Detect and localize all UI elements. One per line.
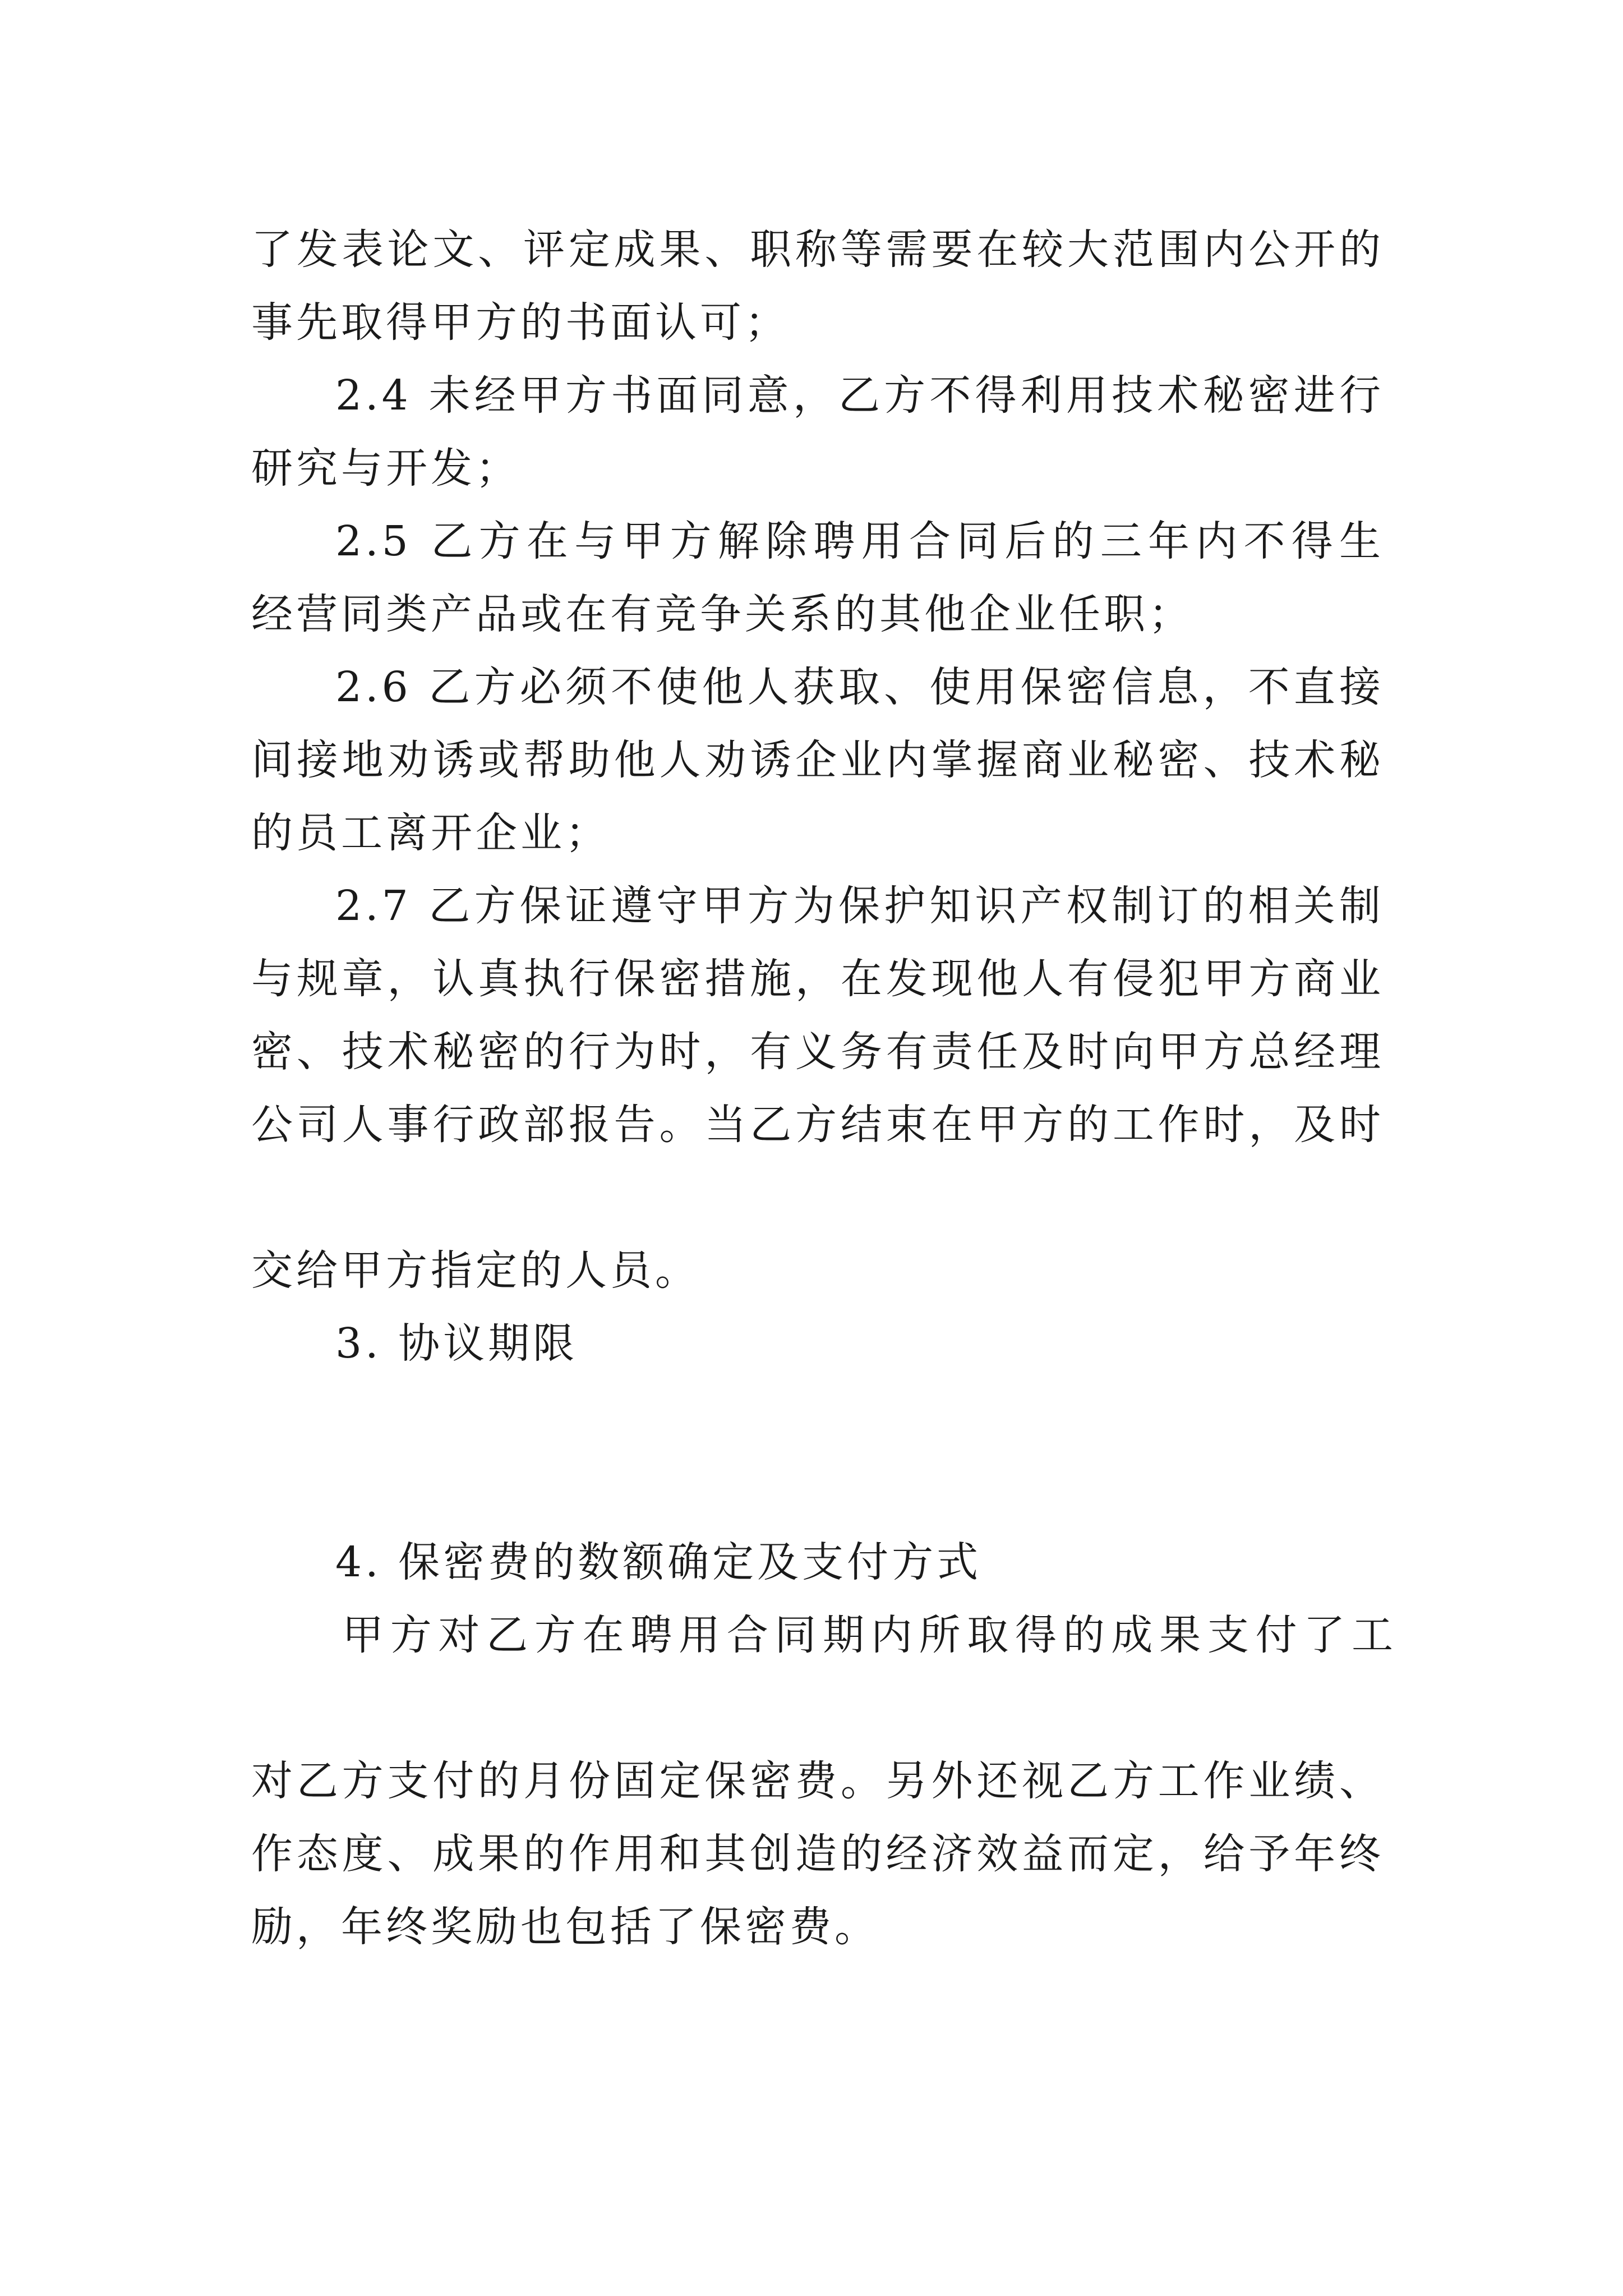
clause-2-4-line: 2.4 未经甲方书面同意，乙方不得利用技术秘密进行: [335, 371, 1384, 420]
body-line: 与规章，认真执行保密措施，在发现他人有侵犯甲方商业: [251, 955, 1384, 1003]
body-line-with-gap: [251, 1167, 1384, 1228]
term-line-contract: [335, 1386, 1384, 1447]
body-line: 公司人事行政部报告。当乙方结束在甲方的工作时，及时: [251, 1101, 1384, 1149]
fee-amount-line: [251, 1677, 1384, 1739]
body-line: 了发表论文、评定成果、职称等需要在较大范围内公开的: [251, 226, 1384, 274]
body-line: 的员工离开企业；: [251, 809, 610, 857]
body-line: 交给甲方指定的人员。: [251, 1246, 700, 1295]
fee-line: 作态度、成果的作用和其创造的经济效益而定，给予年终: [251, 1830, 1384, 1878]
fee-line: 励，年终奖励也包括了保密费。: [251, 1903, 879, 1951]
body-line: 间接地劝诱或帮助他人劝诱企业内掌握商业秘密、技术秘: [251, 736, 1384, 784]
body-line: 研究与开发；: [251, 444, 520, 493]
section-4-heading: 4. 保密费的数额确定及支付方式: [335, 1538, 982, 1586]
section-3-heading: 3. 协议期限: [335, 1319, 578, 1368]
body-line: 经营同类产品或在有竞争关系的其他企业任职；: [251, 590, 1193, 638]
clause-2-6-line: 2.6 乙方必须不使他人获取、使用保密信息，不直接: [335, 663, 1384, 711]
fee-line: 甲方对乙方在聘用合同期内所取得的成果支付了工: [342, 1611, 1396, 1659]
term-line-after-termination: [335, 1458, 1384, 1520]
clause-2-5-line: 2.5 乙方在与甲方解除聘用合同后的三年内不得生: [335, 517, 1384, 565]
body-line: 密、技术秘密的行为时，有义务有责任及时向甲方总经理: [251, 1028, 1384, 1076]
body-line: 事先取得甲方的书面认可；: [251, 298, 790, 347]
fee-line: 对乙方支付的月份固定保密费。另外还视乙方工作业绩、: [251, 1757, 1384, 1805]
clause-2-7-line: 2.7 乙方保证遵守甲方为保护知识产权制订的相关制: [335, 882, 1384, 930]
